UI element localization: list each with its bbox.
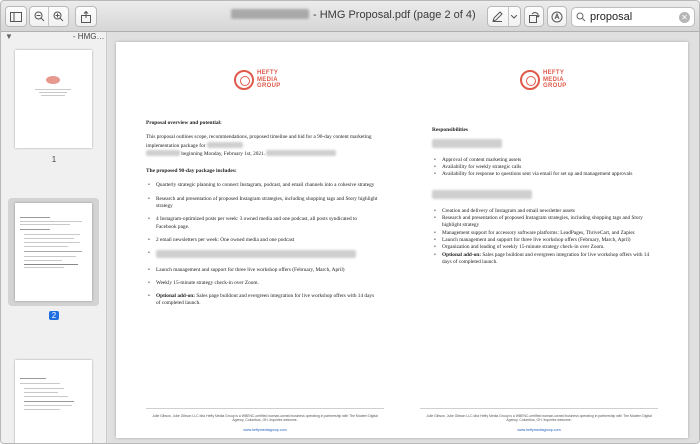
rotate-icon [529, 11, 540, 23]
list-item: • 4 Instagram-optimized posts per week: 3 owned media and one podcast, all posts syndicated to Facebook page. [146, 216, 378, 231]
list-item: • Quarterly strategic planning to connect Instagram, podcast, and email channels into a cohesive strategy [146, 182, 378, 189]
zoom-control [29, 6, 69, 27]
disclosure-triangle-icon[interactable]: ▼ [5, 32, 13, 41]
list-item: • Availability for response to questions sent via email for set up and management approvals [432, 171, 660, 178]
agency-responsibilities-list [432, 208, 660, 266]
zoom-out-button[interactable] [30, 7, 49, 26]
list-item: • Organization and leading of weekly 15-minute strategy check-in over Zoom. [432, 244, 660, 251]
redacted-client-name [146, 150, 180, 156]
redacted-client-name [207, 142, 243, 148]
page-number-2: 2 [1, 311, 107, 320]
annotate-button[interactable] [547, 6, 567, 27]
logo-mark-icon [520, 70, 540, 90]
sidebar-icon [6, 7, 26, 26]
hefty-media-group-logo: HEFTY MEDIA GROUP [234, 70, 281, 90]
list-item: • Launch management and support for three live workshop offers (February, March, April) [432, 237, 660, 244]
sidebar-header [1, 32, 106, 42]
markup-control [487, 6, 521, 27]
search-field[interactable] [571, 7, 695, 27]
window-title-text: - HMG Proposal.pdf (page 2 of 4) [313, 9, 476, 21]
right-page-footer: Julie Gibson, Julie Gibson LLC dba Hefty Media Group is a WBENC-certified woman-owned business operating in partnership with The Modern Digital Agency, Columbus, OH. Inquiries welcome. www.heftymediagroup.com [420, 408, 658, 432]
thumbnail-sidebar[interactable] [1, 32, 107, 444]
toolbar [1, 1, 699, 32]
search-icon [576, 12, 586, 22]
list-item: • Weekly 15-minute strategy check-in over Zoom. [146, 280, 378, 287]
list-item: • Approval of content marketing assets [432, 157, 660, 164]
left-page-footer: Julie Gibson, Julie Gibson LLC dba Hefty Media Group is a WBENC-certified woman-owned business operating in partnership with The Modern Digital Agency, Columbus, OH. Inquiries welcome. www.heftymediagroup.com [146, 408, 384, 432]
share-button[interactable] [75, 6, 97, 27]
zoom-out-icon [34, 11, 45, 22]
list-item: • Management support for accessory software platforms: LeadPages, ThriveCart, and Zapier. [432, 230, 660, 237]
list-item: • Research and presentation of proposed Instagram strategies, including shopping tags and Story highlight strategy [146, 196, 378, 211]
share-icon [81, 11, 91, 23]
window-title [231, 9, 476, 21]
document-view[interactable] [108, 32, 700, 444]
left-page-body [146, 120, 378, 314]
footer-link[interactable]: www.heftymediagroup.com [243, 427, 287, 432]
page-thumbnail-2[interactable] [15, 203, 92, 301]
sidebar-toggle-button[interactable] [5, 6, 27, 27]
clear-search-icon[interactable]: ✕ [679, 12, 690, 23]
logo-mark-icon [234, 70, 254, 90]
markup-button[interactable] [488, 7, 509, 26]
annotate-icon [551, 11, 563, 23]
zoom-in-button[interactable] [49, 7, 68, 26]
package-heading: The proposed 90-day package includes: [146, 168, 237, 175]
list-item: • Research and presentation of proposed Instagram strategies, including shopping tags and Story highlight strategy [432, 215, 660, 230]
list-item: • 2 email newsletters per week: One owned media and one podcast [146, 237, 378, 244]
client-responsibilities-list [432, 157, 660, 179]
right-page [402, 42, 688, 438]
list-item: • Creation and delivery of Instagram and email newsletter assets [432, 208, 660, 215]
responsibilities-heading: Responsibilities [432, 127, 468, 133]
left-page [116, 42, 402, 438]
thumbnail-logo [46, 76, 60, 84]
page-thumbnail-3[interactable] [15, 360, 92, 444]
overview-heading: Proposal overview and potential: [146, 120, 222, 126]
rotate-button[interactable] [524, 6, 544, 27]
redacted-text [266, 150, 336, 156]
search-input[interactable]: proposal [590, 11, 633, 23]
page-number-1: 1 [51, 155, 57, 164]
list-item: • Launch management and support for three live workshop offers (February, March, April) [146, 267, 378, 274]
redacted-text [432, 139, 502, 148]
right-page-body [432, 127, 660, 266]
sidebar-document-title: - HMG… [72, 32, 105, 41]
pen-icon [492, 11, 503, 22]
pdf-page-spread [116, 42, 688, 438]
markup-menu-button[interactable] [509, 7, 520, 26]
footer-link[interactable]: www.heftymediagroup.com [517, 427, 561, 432]
redacted-text [156, 250, 356, 258]
list-item: • Optional add-on: Sales page buildout and evergreen integration for live workshop offers with 14 days of completed launch. [146, 293, 378, 308]
list-item [146, 250, 378, 260]
page-thumbnail-1[interactable] [15, 50, 92, 148]
redacted-text [432, 190, 532, 199]
hefty-media-group-logo: HEFTY MEDIA GROUP [520, 70, 567, 90]
package-list [146, 182, 378, 307]
list-item: • Optional add-on: Sales page buildout and evergreen integration for live workshop offers with 14 days of completed launch. [432, 252, 660, 267]
chevron-down-icon [511, 15, 517, 19]
list-item: • Availability for weekly strategic calls [432, 164, 660, 171]
redacted-filename [231, 9, 309, 19]
overview-paragraph: This proposal outlines scope, recommendations, proposed timeline and bid for a 90-day content marketing implementation package for beginning Monday, February 1st, 2021. [146, 134, 372, 157]
zoom-in-icon [53, 11, 64, 22]
